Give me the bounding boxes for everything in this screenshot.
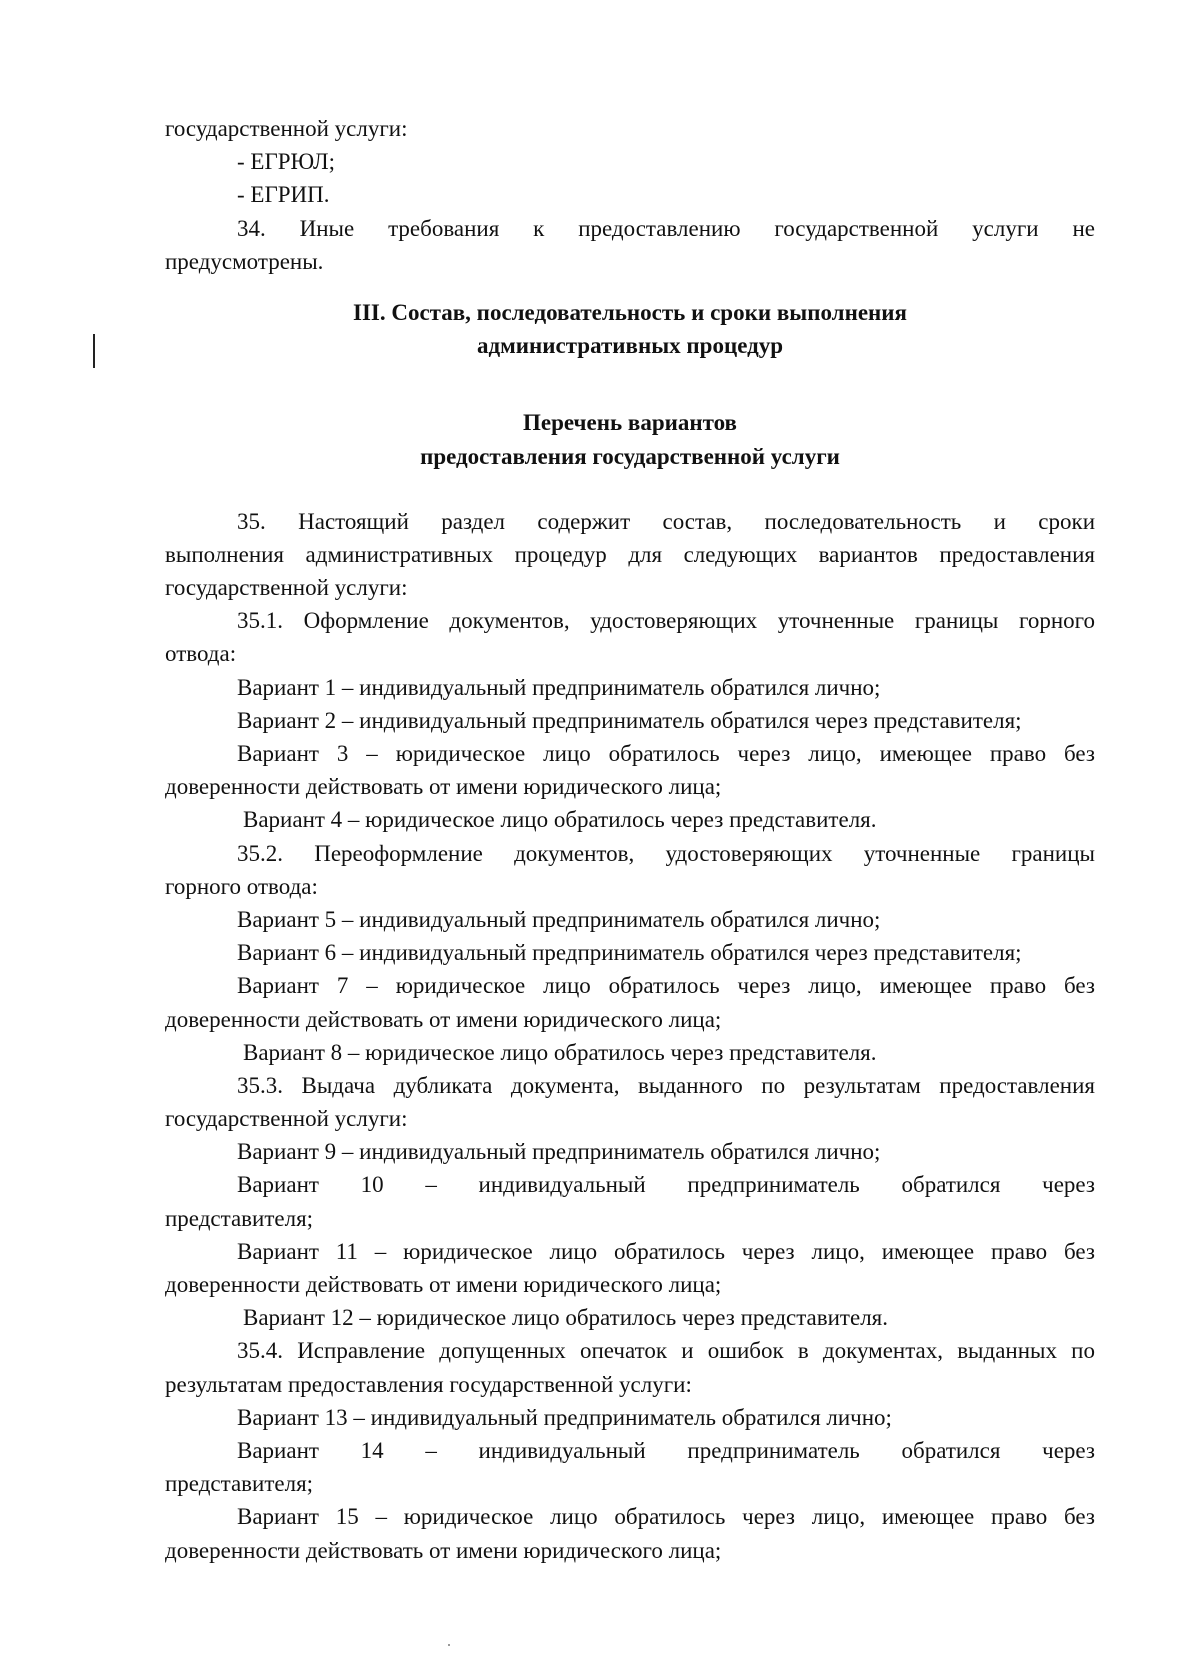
page-body bbox=[165, 112, 1095, 1567]
variant-item-continued: представителя; bbox=[165, 1205, 314, 1231]
paragraph-35-3-line: 35.3. Выдача дубликата документа, выданного по результатам предоставления bbox=[237, 1072, 1095, 1098]
variant-item-continued: доверенности действовать от имени юридического лица; bbox=[165, 774, 722, 800]
list-item: - ЕГРЮЛ; bbox=[237, 149, 336, 175]
paragraph-35-2-line: горного отвода: bbox=[165, 873, 318, 899]
variant-item: Вариант 4 – юридическое лицо обратилось через представителя. bbox=[243, 807, 877, 833]
paragraph-35-3-line: государственной услуги: bbox=[165, 1106, 408, 1132]
variant-item: Вариант 10 – индивидуальный предприниматель обратился через bbox=[237, 1172, 1095, 1198]
paragraph-35-4-line: результатам предоставления государственной услуги: bbox=[165, 1371, 692, 1397]
variant-item: Вариант 8 – юридическое лицо обратилось через представителя. bbox=[243, 1039, 877, 1065]
text-line: государственной услуги: bbox=[165, 116, 408, 141]
paragraph-35-line: государственной услуги: bbox=[165, 575, 408, 601]
variant-item: Вариант 12 – юридическое лицо обратилось через представителя. bbox=[243, 1305, 888, 1331]
variant-item-continued: представителя; bbox=[165, 1471, 314, 1497]
paragraph-34-line: 34. Иные требования к предоставлению государственной услуги не bbox=[237, 215, 1095, 241]
variant-item: Вариант 15 – юридическое лицо обратилось через лицо, имеющее право без bbox=[237, 1504, 1095, 1530]
subsection-heading: Перечень вариантов bbox=[523, 410, 737, 436]
variant-item: Вариант 1 – индивидуальный предприниматель обратился лично; bbox=[237, 674, 881, 700]
variant-item-continued: доверенности действовать от имени юридического лица; bbox=[165, 1272, 722, 1297]
paragraph-35-1-line: 35.1. Оформление документов, удостоверяющих уточненные границы горного bbox=[237, 608, 1095, 634]
variant-item: Вариант 7 – юридическое лицо обратилось через лицо, имеющее право без bbox=[237, 973, 1095, 999]
variant-item: Вариант 13 – индивидуальный предприниматель обратился лично; bbox=[237, 1404, 892, 1430]
paragraph-35-line: выполнения административных процедур для следующих вариантов предоставления bbox=[165, 541, 1095, 567]
variant-item: Вариант 5 – индивидуальный предприниматель обратился лично; bbox=[237, 906, 881, 932]
variant-item: Вариант 2 – индивидуальный предприниматель обратился через представителя; bbox=[237, 707, 1022, 733]
margin-change-bar bbox=[93, 334, 95, 368]
variant-item-continued: доверенности действовать от имени юридического лица; bbox=[165, 1006, 722, 1032]
scan-speck bbox=[448, 1644, 450, 1646]
paragraph-35-1-line: отвода: bbox=[165, 641, 237, 667]
variant-item-continued: доверенности действовать от имени юридического лица; bbox=[165, 1537, 722, 1563]
section-heading: административных процедур bbox=[476, 333, 784, 359]
list-item: - ЕГРИП. bbox=[237, 182, 330, 208]
paragraph-34-line: предусмотрены. bbox=[165, 248, 324, 274]
variant-item: Вариант 14 – индивидуальный предприниматель обратился через bbox=[237, 1437, 1095, 1463]
variant-item: Вариант 6 – индивидуальный предприниматель обратился через представителя; bbox=[237, 940, 1022, 966]
paragraph-35-4-line: 35.4. Исправление допущенных опечаток и ошибок в документах, выданных по bbox=[237, 1338, 1095, 1364]
subsection-heading: предоставления государственной услуги bbox=[420, 443, 840, 469]
section-heading: III. Состав, последовательность и сроки выполнения bbox=[353, 299, 907, 325]
variant-item: Вариант 11 – юридическое лицо обратилось через лицо, имеющее право без bbox=[237, 1238, 1095, 1264]
variant-item: Вариант 9 – индивидуальный предприниматель обратился лично; bbox=[237, 1139, 881, 1165]
variant-item: Вариант 3 – юридическое лицо обратилось через лицо, имеющее право без bbox=[237, 741, 1095, 766]
paragraph-35-2-line: 35.2. Переоформление документов, удостоверяющих уточненные границы bbox=[237, 840, 1095, 866]
paragraph-35-line: 35. Настоящий раздел содержит состав, последовательность и сроки bbox=[237, 508, 1095, 534]
